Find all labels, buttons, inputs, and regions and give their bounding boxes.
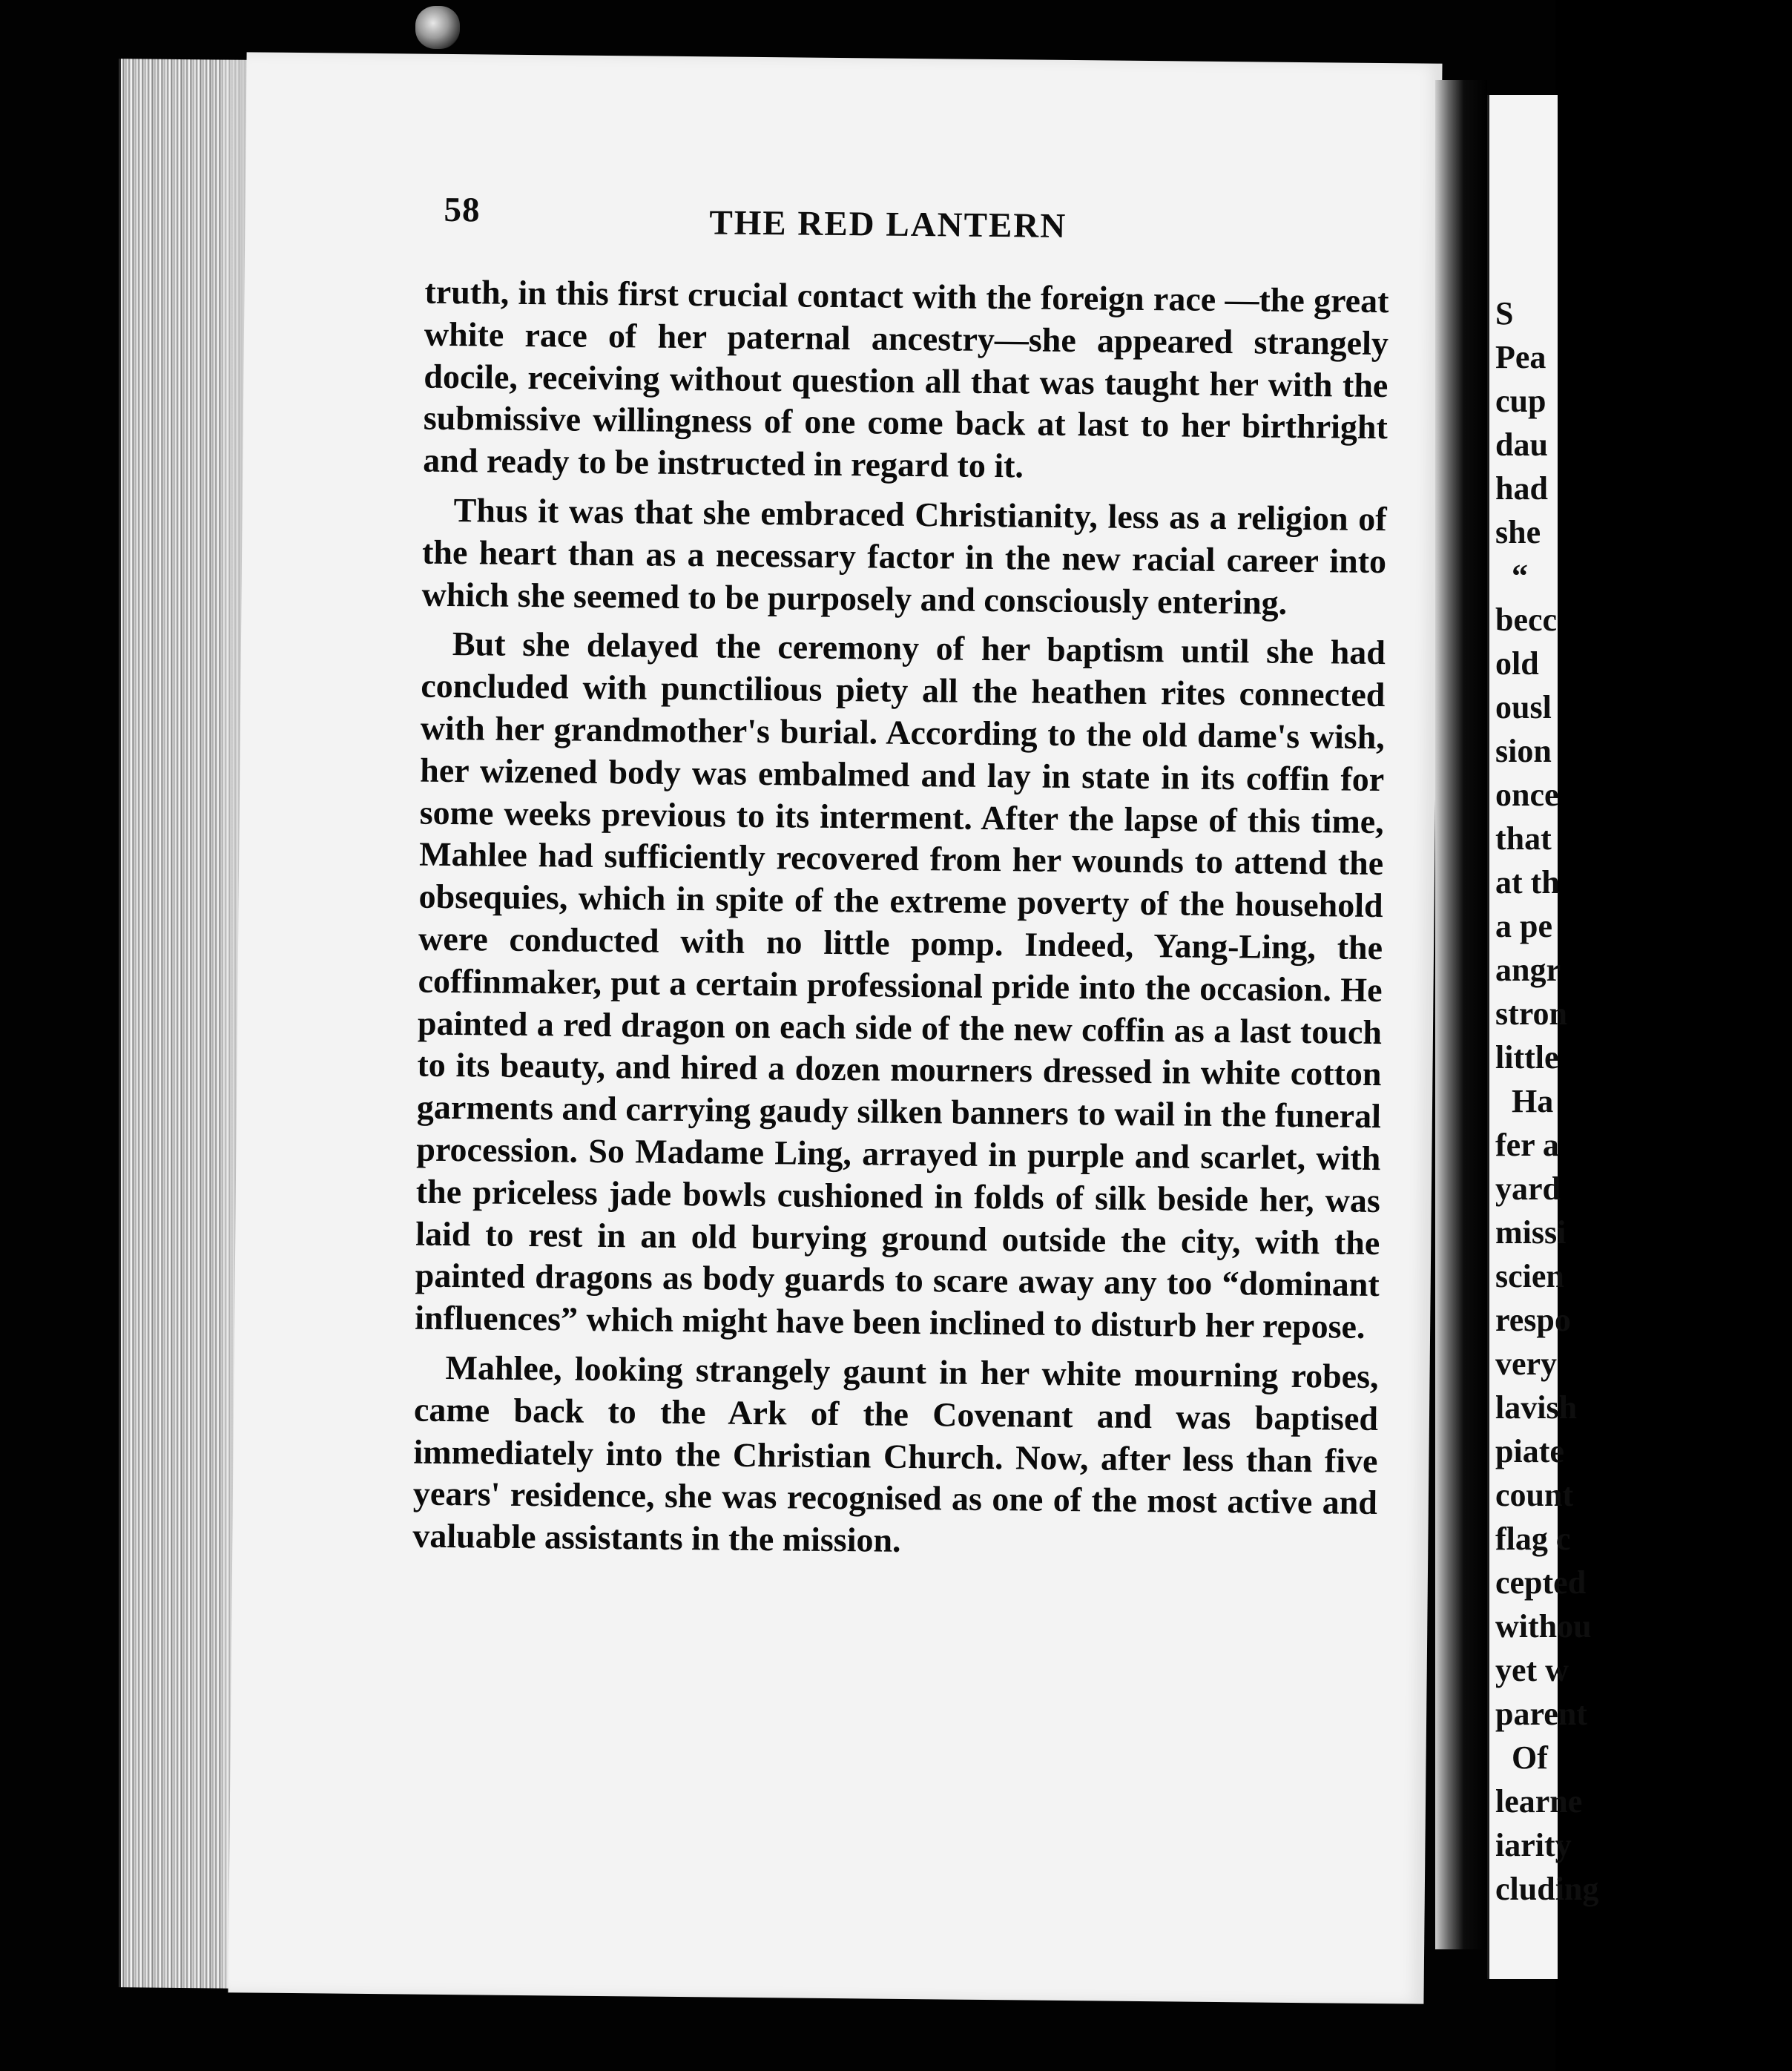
book-gutter: [1435, 80, 1487, 1949]
next-page-line: respo: [1495, 1302, 1571, 1338]
next-page-line: had: [1495, 470, 1548, 507]
next-page-line: sion: [1495, 733, 1552, 769]
next-page-text: [1495, 292, 1792, 1911]
next-page-line: “: [1495, 558, 1528, 594]
next-page-line: Pea: [1495, 339, 1546, 375]
next-page-line: parent: [1495, 1696, 1587, 1732]
next-page-line: at th: [1495, 864, 1560, 900]
page-number: 58: [444, 190, 481, 230]
body-text: [412, 271, 1389, 1567]
next-page-line: cepted: [1495, 1564, 1587, 1601]
scan-artifact: [415, 6, 460, 49]
next-page-line: a pe: [1495, 908, 1552, 944]
next-page-line: she: [1495, 514, 1541, 550]
next-page-line: cluding: [1495, 1871, 1599, 1907]
paragraph: truth, in this first crucial contact with the foreign race —the great white race of her paternal ancestry—she appeared strangely docile, receiving without question all that was taught her with the submissive willingness of one come back at last to her birthright and ready to be instructed in regard to it.: [423, 272, 1389, 485]
next-page-line: missi: [1495, 1214, 1567, 1251]
next-page-line: yard: [1495, 1171, 1561, 1207]
next-page-line: yet w: [1495, 1652, 1569, 1688]
running-title: THE RED LANTERN: [709, 203, 1067, 246]
next-page-line: stron: [1495, 995, 1567, 1032]
page-header: [444, 184, 1386, 260]
next-page-line: that: [1495, 820, 1552, 857]
next-page-line: cup: [1495, 383, 1546, 419]
next-page-line: iarity: [1495, 1827, 1572, 1863]
book-page: [228, 52, 1442, 2003]
next-page-line: becc: [1495, 602, 1558, 638]
next-page-sliver: [1487, 95, 1599, 1979]
next-page-line: Of: [1495, 1739, 1548, 1776]
next-page-line: dau: [1495, 427, 1548, 463]
paragraph: Thus it was that she embraced Christianity, less as a religion of the heart than as a necessary factor in the new racial career into which she seemed to be purposely and consciously entering.: [421, 491, 1387, 622]
next-page-line: once: [1495, 777, 1559, 813]
next-page-line: old: [1495, 645, 1539, 682]
next-page-line: piate: [1495, 1433, 1564, 1469]
paragraph: Mahlee, looking strangely gaunt in her white mourning robes, came back to the Ark of the Covenant and was baptised immediately into the Christian Church. Now, after less than five years' residence, she was recognised as one of the most active and valuable assistants in the mission.: [412, 1348, 1379, 1559]
next-page-line: learne: [1495, 1783, 1583, 1820]
next-page-line: flag c: [1495, 1521, 1571, 1557]
next-page-line: scien: [1495, 1258, 1564, 1294]
next-page-line: very: [1495, 1346, 1558, 1382]
next-page-line: count: [1495, 1477, 1574, 1513]
next-page-line: ousl: [1495, 689, 1552, 725]
next-page-line: S: [1495, 295, 1514, 332]
next-page-line: withou: [1495, 1608, 1592, 1644]
next-page-line: little: [1495, 1039, 1559, 1076]
next-page-line: Ha: [1495, 1083, 1554, 1119]
next-page-line: angr: [1495, 952, 1561, 988]
page-edges: [119, 59, 247, 1989]
next-page-line: fer a: [1495, 1127, 1559, 1163]
paragraph: But she delayed the ceremony of her baptism until she had concluded with punctilious piety all the heathen rites connected with her grandmother's burial. According to the old dame's wish, her wizened body was embalmed and lay in state in its coffin for some weeks previous to its interment. After the lapse of this time, Mahlee had sufficiently recovered from her wounds to attend the obsequies, which in spite of the extreme poverty of the household were conducted with no little pomp. Indeed, Yang-Ling, the coffinmaker, put a certain professional pride into the occasion. He painted a red dragon on each side of the new coffin as a last touch to its beauty, and hired a dozen mourners dressed in white cotton garments and carrying gaudy silken banners to wail in the funeral procession. So Madame Ling, arrayed in purple and scarlet, with the priceless jade bowls cushioned in folds of silk beside her, was laid to rest in an old burying ground outside the city, with the painted dragons as body guards to scare away any too “dominant influences” which might have been inclined to disturb her repose.: [414, 625, 1386, 1346]
next-page-line: lavish: [1495, 1389, 1578, 1426]
